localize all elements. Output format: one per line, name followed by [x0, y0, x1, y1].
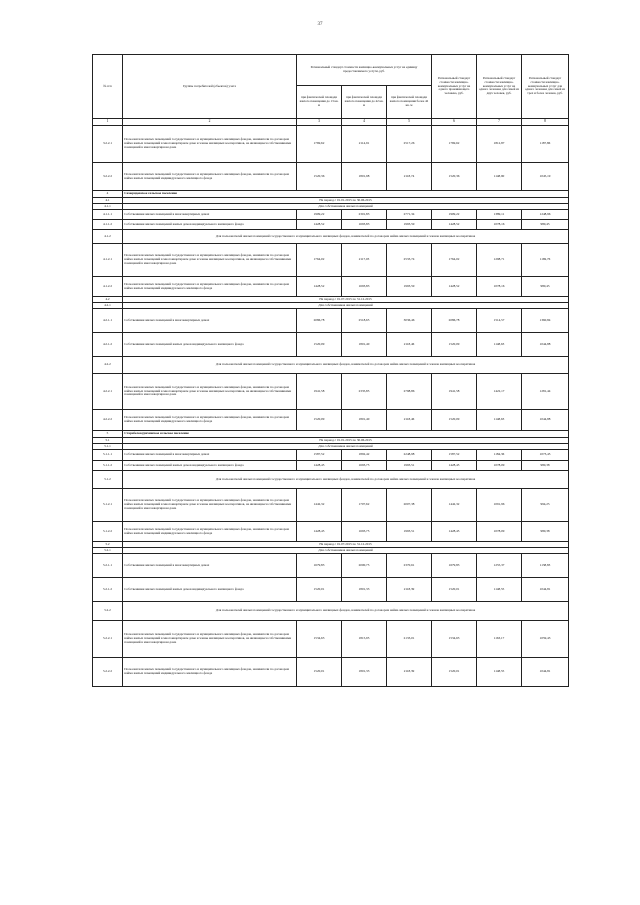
value-cell: 2248,98: [387, 450, 432, 461]
row-number: 4.1.2.2: [93, 277, 123, 297]
column-number: 2: [123, 119, 297, 126]
value-cell: 1693,75: [342, 522, 387, 542]
table-row: [93, 163, 569, 191]
value-cell: 2114,91: [342, 126, 387, 163]
value-cell: 1587,52: [432, 450, 477, 461]
row-number: 5.2: [93, 542, 123, 548]
row-number: 5.2.1.2: [93, 578, 123, 602]
section-label: Для собственников жилых помещений: [123, 303, 569, 309]
row-number: 4.1: [93, 198, 123, 204]
row-label: Пользователи жилых помещений государственного и муниципального жилищных фондов, наниматели по договорам найма жилых помещений индивидуального жилищного фонда: [123, 277, 297, 297]
value-cell: 1428,45: [297, 461, 342, 471]
header-area-42-cell: при фактической площади жилого помещения до 42 кв. м: [342, 86, 387, 119]
row-label: Собственники жилых помещений в многоквартирных домах: [123, 309, 297, 333]
value-cell: 1812,87: [477, 126, 522, 163]
table-row: [93, 126, 569, 163]
value-cell: 1520,36: [432, 163, 477, 191]
row-label: Пользователи жилых помещений государственного и муниципального жилищных фондов, наниматели по договорам найма жилых помещений индивидуального жилищного фонда: [123, 522, 297, 542]
table-row: [93, 374, 569, 410]
section-row: [93, 471, 569, 489]
table-row: [93, 554, 569, 578]
row-label: Пользователи жилых помещений государственного и муниципального жилищных фондов, наниматели по договорам найма жилых помещений в многоквартирном доме и члены жилищных кооперативов, не являющиеся собственниками помещений в многоквартирном доме: [123, 621, 297, 658]
table-row: [93, 522, 569, 542]
value-cell: 1801,98: [342, 163, 387, 191]
row-number: 4.2.1: [93, 303, 123, 309]
section-label: На период с 01.07.2015 по 31.12.2015: [123, 297, 569, 303]
row-number: 4: [93, 191, 123, 198]
value-cell: 1422,17: [477, 374, 522, 410]
value-cell: 1693,83: [342, 220, 387, 230]
value-cell: 1693,75: [342, 461, 387, 471]
page-number: 37: [317, 22, 323, 27]
row-number: 4.2.1.2: [93, 333, 123, 357]
row-number: 3.2.2.2: [93, 163, 123, 191]
header-per-person-cell: Региональный стандарт стоимости жилищно-коммунальных услуг на одного проживающего человека, руб.: [432, 55, 477, 119]
value-cell: 1078,16: [477, 220, 522, 230]
regional-standard-table: [92, 54, 569, 687]
value-cell: 1163,17: [477, 621, 522, 658]
value-cell: 1693,83: [342, 277, 387, 297]
value-cell: 1148,55: [477, 658, 522, 687]
value-cell: 2000,75: [342, 554, 387, 578]
row-number: 4.2.2.2: [93, 410, 123, 431]
value-cell: 1993,59: [387, 277, 432, 297]
row-number: 5.2.1.1: [93, 554, 123, 578]
header-two-person-cell: Региональный стандарт стоимости жилищно-коммунальных услуг на одного человека для семей из двух человек, руб.: [477, 55, 522, 119]
value-cell: 1045,19: [522, 163, 569, 191]
table-row: [93, 450, 569, 461]
column-number: 3: [297, 119, 342, 126]
table-row: [93, 578, 569, 602]
column-number: 4: [342, 119, 387, 126]
column-number: 5: [387, 119, 432, 126]
value-cell: 1428,52: [297, 220, 342, 230]
value-cell: 1520,01: [432, 578, 477, 602]
value-cell: 2533,74: [387, 244, 432, 277]
value-cell: 1073,45: [522, 450, 569, 461]
section-label: На период с 01.01.2015 по 30.06.2015: [123, 198, 569, 204]
value-cell: 1442,32: [432, 489, 477, 522]
value-cell: 1815,95: [342, 621, 387, 658]
row-number: 5.2.2.2: [93, 658, 123, 687]
table-row: [93, 461, 569, 471]
section-row: [93, 230, 569, 244]
column-number-row: [93, 119, 569, 126]
value-cell: 1941,58: [432, 374, 477, 410]
row-number: 4.1.1.2: [93, 220, 123, 230]
header-three-person-cell: Региональный стандарт стоимости жилищно-коммунальных услуг для одного человека для семей из трех и более человек, руб.: [522, 55, 569, 119]
table-row: [93, 244, 569, 277]
value-cell: 1078,09: [477, 522, 522, 542]
row-label: Пользователи жилых помещений государственного и муниципального жилищных фондов, наниматели по договорам найма жилых помещений индивидуального жилищного фонда: [123, 658, 297, 687]
row-number: 5.1.2.1: [93, 489, 123, 522]
value-cell: 980,38: [522, 522, 569, 542]
value-cell: 1679,83: [297, 554, 342, 578]
settlement-name: Саморядовское сельское поселение: [123, 191, 569, 198]
row-number: 5.1.1.1: [93, 450, 123, 461]
value-cell: 1520,01: [297, 658, 342, 687]
value-cell: 1909,22: [432, 210, 477, 220]
row-number: 4.1.1: [93, 204, 123, 210]
row-number: 5.1.2: [93, 471, 123, 489]
value-cell: 2007,38: [387, 489, 432, 522]
value-cell: 2118,39: [387, 578, 432, 602]
column-number: 7: [477, 119, 522, 126]
value-cell: 2771,34: [387, 210, 432, 220]
row-number: 4.2.2: [93, 357, 123, 374]
column-number: 1: [93, 119, 123, 126]
value-cell: 1520,09: [297, 333, 342, 357]
value-cell: 2118,39: [387, 658, 432, 687]
value-cell: 1442,32: [297, 489, 342, 522]
row-number: 5.1.1.2: [93, 461, 123, 471]
value-cell: 1520,36: [297, 163, 342, 191]
value-cell: 2086,78: [432, 309, 477, 333]
row-number: 5.1.2.2: [93, 522, 123, 542]
value-cell: 1044,81: [522, 658, 569, 687]
value-cell: 1281,44: [522, 374, 569, 410]
value-cell: 1520,09: [297, 410, 342, 431]
section-label: Для пользователей жилых помещений государственного и муниципального жилищных фондов, нанимателей по договорам найма жилых помещений и членов жилищных кооперативов: [123, 602, 569, 621]
value-cell: 1801,33: [342, 658, 387, 687]
table-row: [93, 621, 569, 658]
settlement-row: [93, 191, 569, 198]
value-cell: 1187,86: [522, 126, 569, 163]
row-label: Пользователи жилых помещений государственного и муниципального жилищных фондов, наниматели по договорам найма жилых помещений индивидуального жилищного фонда: [123, 163, 297, 191]
value-cell: 1801,40: [342, 410, 387, 431]
value-cell: 2518,65: [342, 309, 387, 333]
row-number: 5.2.1: [93, 548, 123, 554]
section-label: Для пользователей жилых помещений государственного и муниципального жилищных фондов, нанимателей по договорам найма жилых помещений и членов жилищных кооперативов: [123, 471, 569, 489]
row-label: Собственники жилых помещений жилых домов индивидуального жилищного фонда: [123, 220, 297, 230]
row-number: 5.1.1: [93, 444, 123, 450]
row-label: Пользователи жилых помещений государственного и муниципального жилищных фондов, наниматели по договорам найма жилых помещений в многоквартирном доме и члены жилищных кооперативов, не являющиеся собственниками помещений в многоквартирном доме: [123, 126, 297, 163]
table-row: [93, 333, 569, 357]
section-label: Для собственников жилых помещений: [123, 204, 569, 210]
column-number: 8: [522, 119, 569, 126]
value-cell: 1428,45: [432, 461, 477, 471]
value-cell: 1769,62: [432, 126, 477, 163]
value-cell: 1044,88: [522, 333, 569, 357]
value-cell: 1520,09: [432, 333, 477, 357]
row-number: 4.1.1.1: [93, 210, 123, 220]
value-cell: 1428,45: [297, 522, 342, 542]
row-label: Собственники жилых помещений жилых домов индивидуального жилищного фонда: [123, 461, 297, 471]
value-cell: 1148,63: [477, 333, 522, 357]
table-row: [93, 277, 569, 297]
value-cell: 1428,45: [432, 522, 477, 542]
value-cell: 1764,02: [297, 244, 342, 277]
row-number: 4.2.1.1: [93, 309, 123, 333]
row-number: 4.2.2.1: [93, 374, 123, 410]
row-number: 4.1.2: [93, 230, 123, 244]
value-cell: 1520,01: [432, 658, 477, 687]
value-cell: 1520,09: [432, 410, 477, 431]
value-cell: 1148,90: [477, 163, 522, 191]
value-cell: 1993,51: [387, 522, 432, 542]
value-cell: 1909,22: [297, 210, 342, 220]
table-row: [93, 220, 569, 230]
row-label: Пользователи жилых помещений государственного и муниципального жилищных фондов, наниматели по договорам найма жилых помещений индивидуального жилищного фонда: [123, 410, 297, 431]
value-cell: 1360,84: [522, 309, 569, 333]
row-label: Собственники жилых помещений жилых домов индивидуального жилищного фонда: [123, 333, 297, 357]
value-cell: 2118,74: [387, 163, 432, 191]
value-cell: 1091,96: [477, 489, 522, 522]
value-cell: 2370,61: [387, 554, 432, 578]
header-group-cell: Группы потребителей (объектов) учета: [123, 55, 297, 119]
value-cell: 1428,52: [432, 220, 477, 230]
table-body: [93, 126, 569, 687]
row-label: Собственники жилых помещений жилых домов индивидуального жилищного фонда: [123, 578, 297, 602]
value-cell: 980,45: [522, 277, 569, 297]
value-cell: 2117,03: [342, 244, 387, 277]
value-cell: 1801,33: [342, 578, 387, 602]
value-cell: 1078,09: [477, 461, 522, 471]
value-cell: 3036,46: [387, 309, 432, 333]
row-number: 4.2: [93, 297, 123, 303]
row-number: 3.2.2.1: [93, 126, 123, 163]
table-row: [93, 489, 569, 522]
value-cell: 1534,63: [432, 621, 477, 658]
value-cell: 2301,83: [342, 210, 387, 220]
value-cell: 1534,63: [297, 621, 342, 658]
value-cell: 1428,52: [432, 277, 477, 297]
value-cell: 980,45: [522, 220, 569, 230]
value-cell: 1587,52: [297, 450, 342, 461]
section-label: На период с 01.07.2015 по 31.12.2015: [123, 542, 569, 548]
value-cell: 980,38: [522, 461, 569, 471]
value-cell: 2118,46: [387, 333, 432, 357]
value-cell: 2118,46: [387, 410, 432, 431]
header-regional-standard-cell: Региональный стандарт стоимости жилищно-коммунальных услуг на единицу предоставляемого услуги, руб.: [297, 55, 432, 86]
value-cell: 1148,55: [477, 578, 522, 602]
value-cell: 1764,02: [432, 244, 477, 277]
header-row: [93, 55, 569, 86]
value-cell: 1520,01: [297, 578, 342, 602]
row-label: Собственники жилых помещений в многоквартирных домах: [123, 554, 297, 578]
header-area-over-42-cell: при фактической площади жилого помещения более 42 кв. м: [387, 86, 432, 119]
value-cell: 2133,01: [387, 621, 432, 658]
value-cell: 1389,11: [477, 210, 522, 220]
section-row: [93, 602, 569, 621]
value-cell: 1428,52: [297, 277, 342, 297]
row-label: Пользователи жилых помещений государственного и муниципального жилищных фондов, наниматели по договорам найма жилых помещений в многоквартирном доме и члены жилищных кооперативов, не являющиеся собственниками помещений в многоквартирном доме: [123, 489, 297, 522]
header-number-cell: № п/п: [93, 55, 123, 119]
value-cell: 1298,71: [477, 244, 522, 277]
section-label: Для собственников жилых помещений: [123, 444, 569, 450]
value-cell: 1707,62: [342, 489, 387, 522]
row-number: 5.2.2: [93, 602, 123, 621]
row-label: Пользователи жилых помещений государственного и муниципального жилищных фондов, наниматели по договорам найма жилых помещений в многоквартирном доме и члены жилищных кооперативов, не являющиеся собственниками помещений в многоквартирном доме: [123, 244, 297, 277]
header-area-13-cell: при фактической площади жилого помещения до 13 кв. м: [297, 86, 342, 119]
value-cell: 1993,51: [387, 461, 432, 471]
table-row: [93, 410, 569, 431]
value-cell: 1248,96: [522, 210, 569, 220]
value-cell: 1892,42: [342, 450, 387, 461]
value-cell: 1184,36: [477, 450, 522, 461]
table-row: [93, 210, 569, 220]
section-label: Для пользователей жилых помещений государственного и муниципального жилищных фондов, нанимателей по договорам найма жилых помещений и членов жилищных кооперативов: [123, 230, 569, 244]
value-cell: 1148,63: [477, 410, 522, 431]
row-label: Собственники жилых помещений в многоквартирных домах: [123, 210, 297, 220]
value-cell: 1514,57: [477, 309, 522, 333]
settlement-name: Старобелокурихинское сельское поселение: [123, 431, 569, 438]
column-number: 6: [432, 119, 477, 126]
value-cell: 1679,83: [432, 554, 477, 578]
row-number: 5.2.2.1: [93, 621, 123, 658]
value-cell: 1044,88: [522, 410, 569, 431]
value-cell: 1993,59: [387, 220, 432, 230]
value-cell: 1255,37: [477, 554, 522, 578]
value-cell: 2335,85: [342, 374, 387, 410]
section-label: На период с 01.01.2015 по 30.06.2015: [123, 438, 569, 444]
value-cell: 1801,40: [342, 333, 387, 357]
value-cell: 1138,83: [522, 554, 569, 578]
value-cell: 1059,43: [522, 621, 569, 658]
table-row: [93, 658, 569, 687]
value-cell: 1044,81: [522, 578, 569, 602]
value-cell: 1169,76: [522, 244, 569, 277]
value-cell: 2086,78: [297, 309, 342, 333]
section-label: Для собственников жилых помещений: [123, 548, 569, 554]
section-row: [93, 357, 569, 374]
table-row: [93, 309, 569, 333]
value-cell: 1769,62: [297, 126, 342, 163]
value-cell: 1941,58: [297, 374, 342, 410]
row-label: Собственники жилых помещений в многоквартирных домах: [123, 450, 297, 461]
row-number: 4.1.2.1: [93, 244, 123, 277]
value-cell: 2798,86: [387, 374, 432, 410]
value-cell: 994,25: [522, 489, 569, 522]
settlement-row: [93, 431, 569, 438]
value-cell: 1078,16: [477, 277, 522, 297]
section-label: Для пользователей жилых помещений государственного и муниципального жилищных фондов, нанимателей по договорам найма жилых помещений и членов жилищных кооперативов: [123, 357, 569, 374]
row-number: 5.1: [93, 438, 123, 444]
value-cell: 2517,26: [387, 126, 432, 163]
row-number: 5: [93, 431, 123, 438]
row-label: Пользователи жилых помещений государственного и муниципального жилищных фондов, наниматели по договорам найма жилых помещений в многоквартирном доме и члены жилищных кооперативов, не являющиеся собственниками помещений в многоквартирном доме: [123, 374, 297, 410]
